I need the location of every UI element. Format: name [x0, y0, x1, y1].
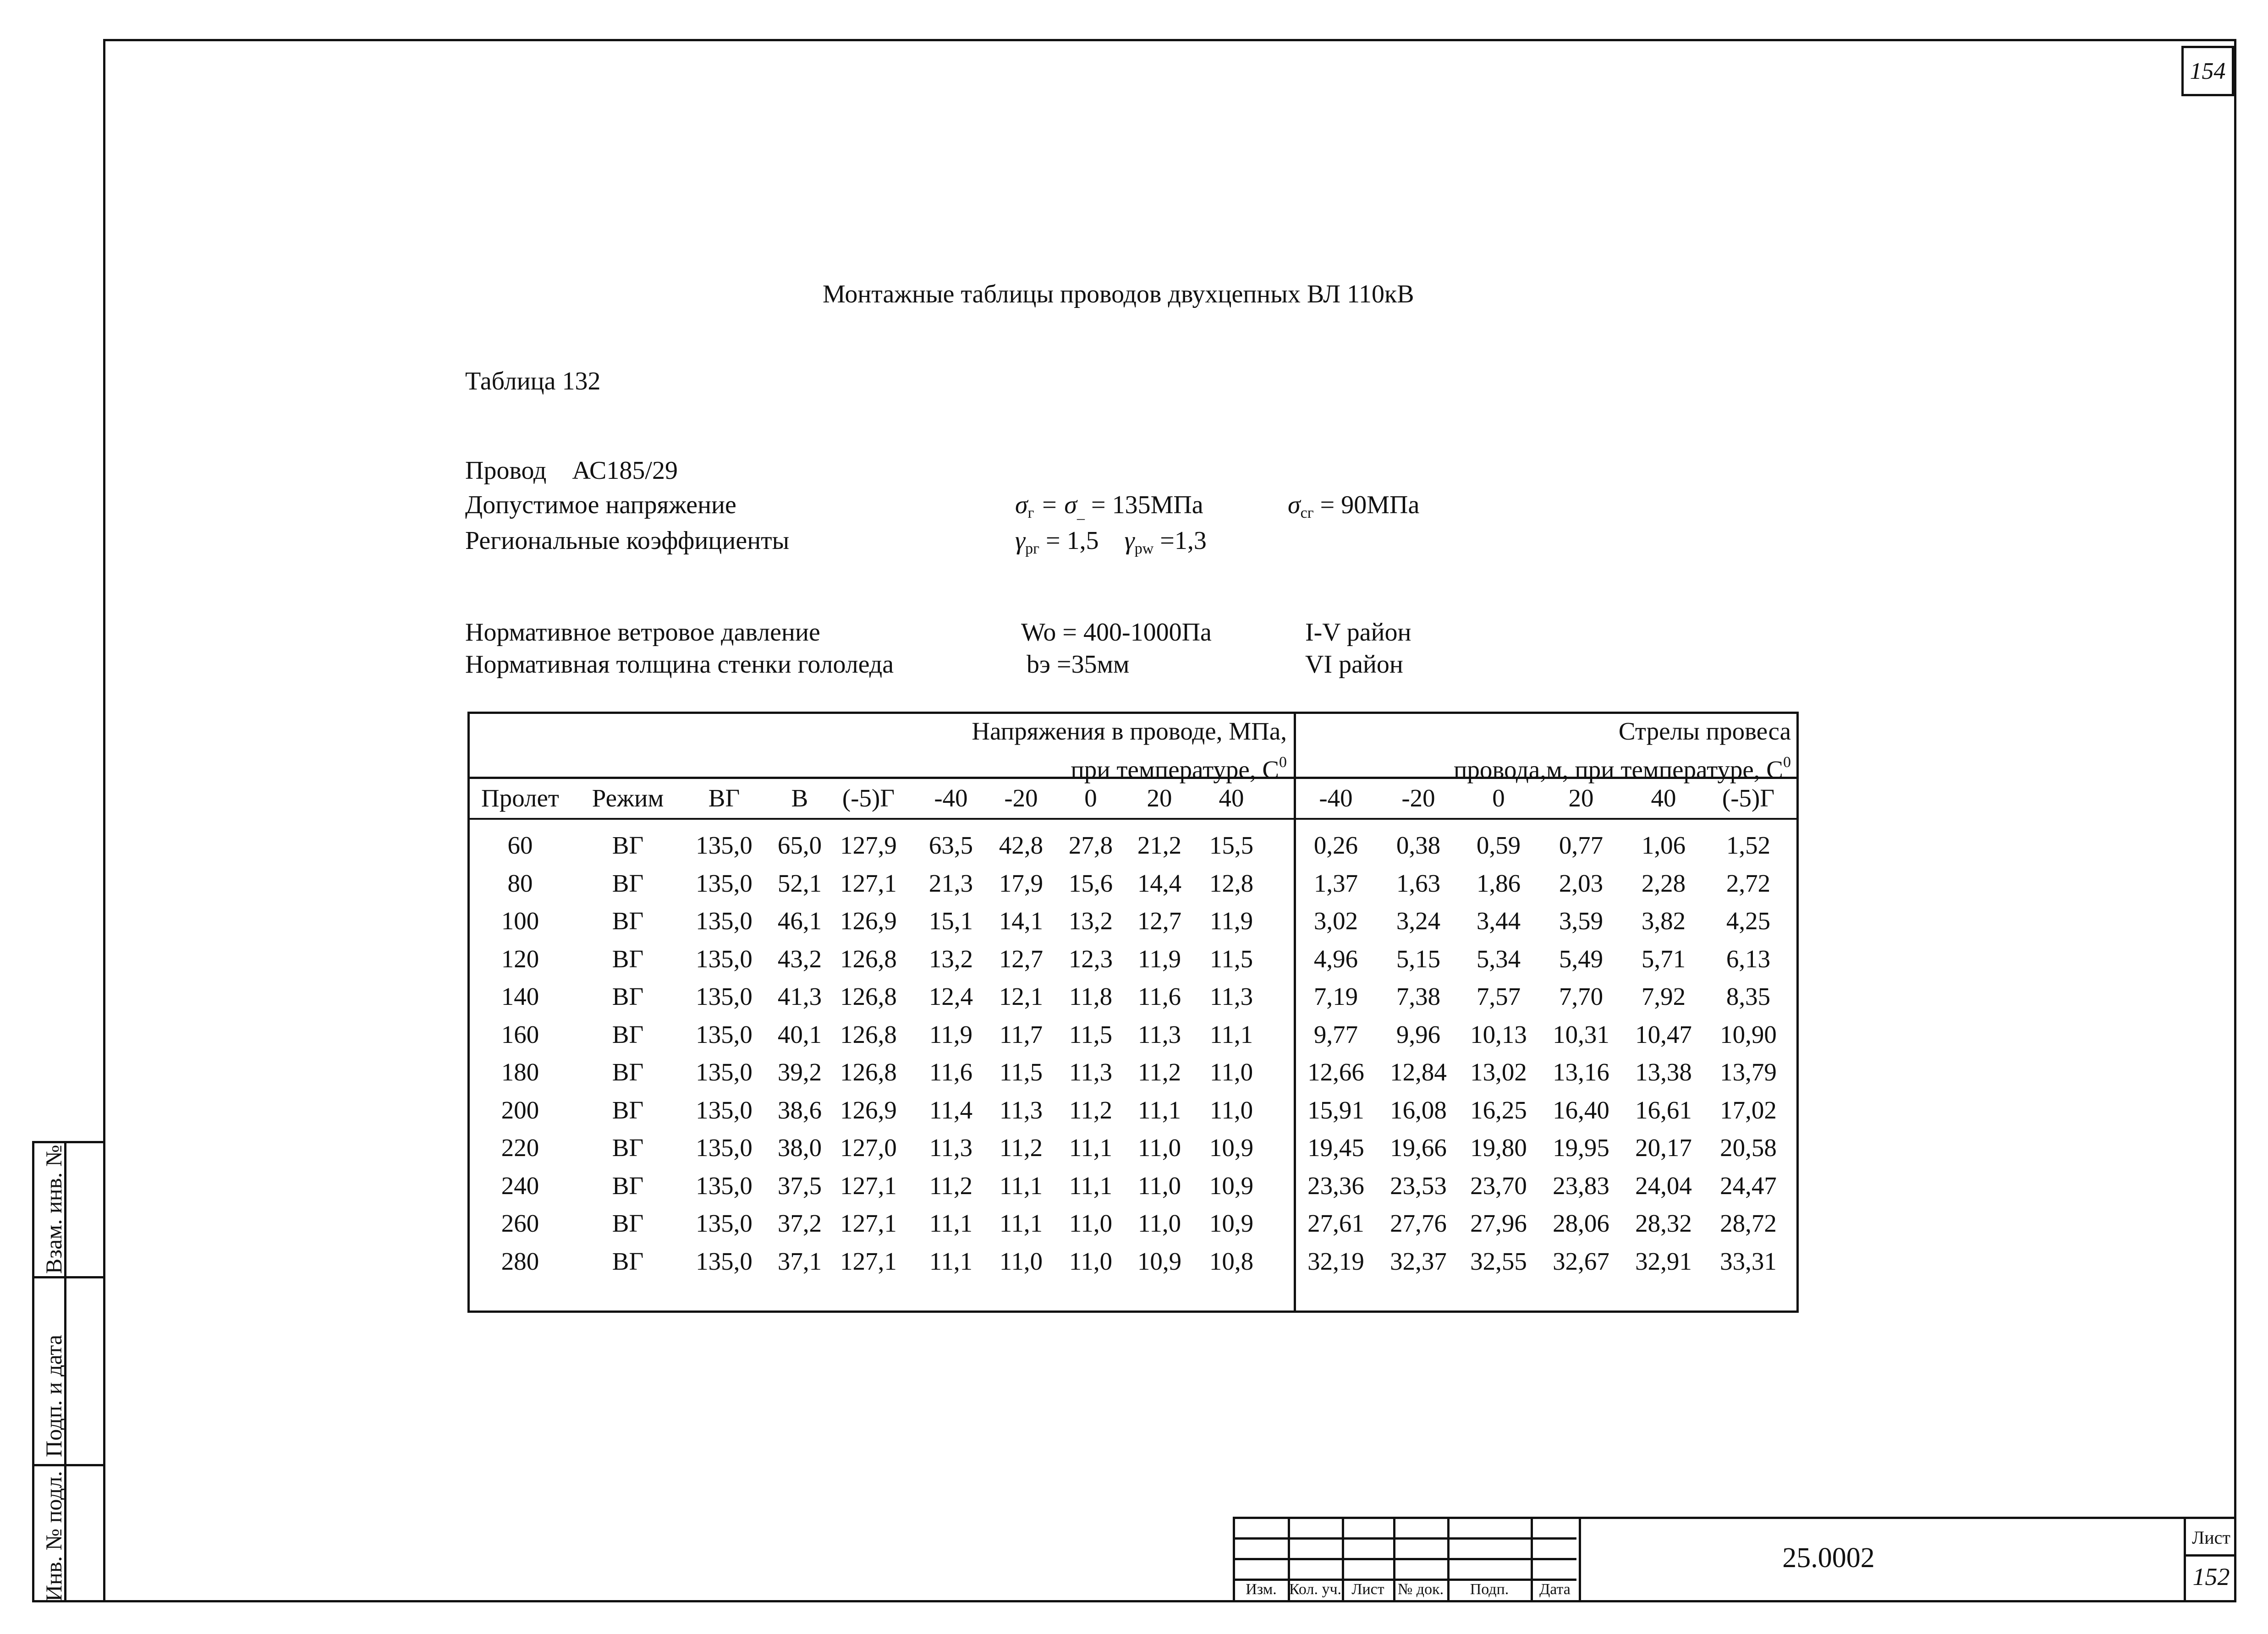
table-cell: 127,1: [840, 1247, 897, 1275]
table-cell: 135,0: [696, 944, 752, 973]
table-cell: 12,3: [1068, 944, 1113, 973]
table-cell: 11,1: [1209, 1020, 1253, 1048]
table-cell: 135,0: [696, 1058, 752, 1086]
table-cell: 19,45: [1307, 1134, 1364, 1162]
table-cell: 11,1: [999, 1171, 1043, 1200]
table-cell: 135,0: [696, 982, 752, 1010]
table-cell: 17,02: [1720, 1096, 1777, 1124]
table-cell: 11,0: [1137, 1134, 1181, 1162]
table-cell: 8,35: [1726, 982, 1771, 1010]
table-cell: 11,5: [1069, 1020, 1113, 1048]
table-cell: 20,17: [1635, 1134, 1692, 1162]
column-header: -40: [934, 784, 968, 812]
param-wire-label: Провод: [465, 456, 547, 485]
sigma-subscript: г: [1027, 504, 1034, 521]
group-header-stress-line1: Напряжения в проводе, МПа,: [972, 717, 1287, 745]
gamma-subscript: pг: [1025, 540, 1040, 557]
table-cell: 5,71: [1641, 944, 1686, 973]
param-stress-label: Допустимое напряжение: [465, 491, 736, 519]
title-block-line: [1233, 1517, 2236, 1519]
param-ice-value: bэ =35мм: [1027, 650, 1130, 679]
installation-table: [467, 712, 1799, 1313]
sigma-equality: = σ: [1034, 491, 1077, 519]
table-cell: 135,0: [696, 1171, 752, 1200]
column-header: (-5)Г: [1722, 784, 1775, 812]
table-cell: 32,19: [1307, 1247, 1364, 1275]
table-cell: 0,26: [1313, 831, 1358, 859]
table-cell: 38,6: [777, 1096, 822, 1124]
table-cell: 42,8: [999, 831, 1043, 859]
title-block-line: [1393, 1517, 1395, 1602]
table-cell: 7,19: [1313, 982, 1358, 1010]
column-header: -20: [1004, 784, 1038, 812]
param-ice-region: VI район: [1305, 650, 1403, 679]
title-block-line: [1531, 1517, 1533, 1602]
table-cell: 16,61: [1635, 1096, 1692, 1124]
binding-label-inventory: Инв. № подл.: [41, 1471, 66, 1601]
table-cell: 4,96: [1313, 944, 1358, 973]
table-cell: 3,24: [1396, 907, 1441, 935]
table-cell: 3,59: [1559, 907, 1604, 935]
table-cell: 65,0: [777, 831, 822, 859]
table-cell: 28,32: [1635, 1209, 1692, 1237]
table-cell: 5,49: [1559, 944, 1604, 973]
binding-label-replacement: Взам. инв. №: [41, 1145, 66, 1274]
table-cell: 10,90: [1720, 1020, 1777, 1048]
table-cell: 2,28: [1641, 869, 1686, 897]
param-coef-label: Региональные коэффициенты: [465, 526, 790, 555]
table-cell: 12,8: [1209, 869, 1254, 897]
title-block-line: [1447, 1517, 1450, 1602]
table-cell: 127,1: [840, 1171, 897, 1200]
table-cell: 11,3: [999, 1096, 1043, 1124]
title-block-label-sheet: Лист: [1351, 1581, 1384, 1598]
param-stress-cg: [1288, 490, 1419, 522]
table-cell: 0,59: [1476, 831, 1521, 859]
table-cell: 23,53: [1390, 1171, 1447, 1200]
sigma-subscript: cг: [1300, 504, 1314, 521]
table-cell: 23,36: [1307, 1171, 1364, 1200]
table-cell: 24,04: [1635, 1171, 1692, 1200]
table-cell: ВГ: [612, 1096, 644, 1124]
table-cell: 127,0: [840, 1134, 897, 1162]
table-cell: 12,1: [999, 982, 1043, 1010]
table-cell: 11,1: [1137, 1096, 1181, 1124]
table-cell: 11,6: [1137, 982, 1181, 1010]
group-header-sag-text: провода,м, при температуре, С: [1453, 756, 1783, 784]
row-span-cell: 260: [501, 1209, 539, 1237]
table-cell: 19,95: [1553, 1134, 1609, 1162]
table-cell: 12,7: [1137, 907, 1182, 935]
table-cell: 7,92: [1641, 982, 1686, 1010]
page-title: Монтажные таблицы проводов двухцепных ВЛ 110кВ: [823, 280, 1414, 308]
table-cell: ВГ: [612, 1171, 644, 1200]
table-cell: 11,9: [1137, 944, 1181, 973]
sigma-symbol: σ: [1015, 491, 1028, 519]
table-cell: 52,1: [777, 869, 822, 897]
table-cell: 5,34: [1476, 944, 1521, 973]
table-cell: 126,9: [840, 907, 897, 935]
table-cell: 16,40: [1553, 1096, 1609, 1124]
binding-label-signature: Подп. и дата: [41, 1334, 66, 1457]
table-cell: 28,72: [1720, 1209, 1777, 1237]
table-cell: 3,02: [1313, 907, 1358, 935]
table-cell: 10,9: [1209, 1134, 1254, 1162]
table-cell: 27,61: [1307, 1209, 1364, 1237]
table-cell: 10,9: [1137, 1247, 1182, 1275]
table-cell: ВГ: [612, 1247, 644, 1275]
table-cell: 127,1: [840, 1209, 897, 1237]
param-wind-region: I-V район: [1305, 618, 1411, 647]
table-cell: 0,77: [1559, 831, 1604, 859]
table-cell: 7,70: [1559, 982, 1604, 1010]
table-cell: 11,0: [1137, 1209, 1181, 1237]
table-cell: 12,4: [928, 982, 973, 1010]
param-wire-value: АС185/29: [572, 456, 678, 485]
binding-strip-line: [34, 1464, 103, 1466]
table-cell: 33,31: [1720, 1247, 1777, 1275]
table-cell: 11,5: [999, 1058, 1043, 1086]
param-coef-values: [1015, 526, 1207, 558]
table-cell: ВГ: [612, 982, 644, 1010]
group-header-sag: [1333, 716, 1791, 785]
row-span-cell: 140: [501, 982, 539, 1010]
group-header-stress-line2: [874, 747, 1287, 785]
title-block-line: [2184, 1554, 2236, 1557]
table-cell: 11,3: [1069, 1058, 1113, 1086]
table-cell: 126,8: [840, 944, 897, 973]
table-cell: 27,8: [1068, 831, 1113, 859]
column-header: 0: [1492, 784, 1505, 812]
table-cell: 12,7: [999, 944, 1043, 973]
group-header-sag-line1: Стрелы провеса: [1618, 717, 1791, 745]
stress-cg-value: = 90МПа: [1313, 491, 1420, 519]
table-cell: 63,5: [928, 831, 973, 859]
title-block-line: [1233, 1558, 1576, 1560]
table-cell: 11,3: [929, 1134, 973, 1162]
table-cell: 2,03: [1559, 869, 1604, 897]
table-cell: 11,0: [1069, 1247, 1113, 1275]
row-span-cell: 220: [501, 1134, 539, 1162]
table-cell: 11,5: [1209, 944, 1253, 973]
title-block-sheet-number: 152: [2192, 1563, 2230, 1590]
table-cell: 10,31: [1553, 1020, 1609, 1048]
group-header-stress: [874, 716, 1287, 785]
table-cell: 5,15: [1396, 944, 1441, 973]
column-header: -40: [1319, 784, 1353, 812]
table-cell: 12,84: [1390, 1058, 1447, 1086]
table-cell: 43,2: [777, 944, 822, 973]
column-header: 40: [1651, 784, 1676, 812]
table-cell: 10,13: [1470, 1020, 1527, 1048]
title-block-label-change: Изм.: [1246, 1581, 1277, 1598]
table-cell: 23,83: [1553, 1171, 1609, 1200]
table-group-divider: [1294, 714, 1296, 1310]
table-cell: 16,25: [1470, 1096, 1527, 1124]
table-cell: 11,9: [1209, 907, 1253, 935]
table-cell: 3,82: [1641, 907, 1686, 935]
table-cell: 13,02: [1470, 1058, 1527, 1086]
document-code: 25.0002: [1782, 1542, 1875, 1574]
table-label: Таблица 132: [465, 367, 601, 395]
table-cell: 2,72: [1726, 869, 1771, 897]
table-cell: 11,0: [999, 1247, 1043, 1275]
table-cell: 10,47: [1635, 1020, 1692, 1048]
table-cell: 7,38: [1396, 982, 1441, 1010]
table-cell: 39,2: [777, 1058, 822, 1086]
table-cell: ВГ: [612, 907, 644, 935]
table-cell: 20,58: [1720, 1134, 1777, 1162]
column-header: 0: [1084, 784, 1097, 812]
table-cell: 11,8: [1069, 982, 1113, 1010]
table-cell: 135,0: [696, 1247, 752, 1275]
table-cell: 13,79: [1720, 1058, 1777, 1086]
table-cell: 19,66: [1390, 1134, 1447, 1162]
table-cell: 127,9: [840, 831, 897, 859]
title-block-label-date: Дата: [1539, 1581, 1571, 1598]
table-cell: 17,9: [999, 869, 1043, 897]
table-cell: 37,5: [777, 1171, 822, 1200]
table-cell: 28,06: [1553, 1209, 1609, 1237]
table-cell: 11,0: [1209, 1096, 1253, 1124]
table-cell: 11,2: [999, 1134, 1043, 1162]
column-header: 20: [1568, 784, 1594, 812]
table-cell: 1,63: [1396, 869, 1441, 897]
param-wind-label: Нормативное ветровое давление: [465, 618, 820, 647]
table-cell: 12,66: [1307, 1058, 1364, 1086]
table-cell: 15,91: [1307, 1096, 1364, 1124]
table-cell: 126,8: [840, 1058, 897, 1086]
table-cell: 11,2: [1069, 1096, 1113, 1124]
title-block-sheet-label: Лист: [2192, 1527, 2230, 1548]
row-span-cell: 100: [501, 907, 539, 935]
table-cell: 11,9: [929, 1020, 973, 1048]
gamma-value: = 1,5: [1039, 526, 1099, 555]
table-cell: 37,1: [777, 1247, 822, 1275]
table-cell: 10,9: [1209, 1171, 1254, 1200]
table-cell: 11,1: [929, 1209, 973, 1237]
title-block-label-docno: № док.: [1397, 1581, 1444, 1598]
table-cell: ВГ: [612, 1020, 644, 1048]
table-cell: 37,2: [777, 1209, 822, 1237]
table-cell: 15,1: [928, 907, 973, 935]
column-header: Пролет: [481, 784, 559, 812]
table-cell: 16,08: [1390, 1096, 1447, 1124]
table-cell: 1,52: [1726, 831, 1771, 859]
column-header: Режим: [592, 784, 664, 812]
param-wind-value: Wo = 400-1000Па: [1021, 618, 1212, 647]
column-header: В: [791, 784, 808, 812]
table-cell: 14,4: [1137, 869, 1182, 897]
table-cell: 127,1: [840, 869, 897, 897]
row-span-cell: 160: [501, 1020, 539, 1048]
table-cell: 126,8: [840, 1020, 897, 1048]
group-header-stress-text: при температуре, С: [1071, 756, 1279, 784]
table-cell: 7,57: [1476, 982, 1521, 1010]
table-cell: 32,91: [1635, 1247, 1692, 1275]
column-header: (-5)Г: [842, 784, 895, 812]
table-cell: 11,1: [999, 1209, 1043, 1237]
table-cell: 40,1: [777, 1020, 822, 1048]
row-span-cell: 120: [501, 944, 539, 973]
table-cell: ВГ: [612, 1209, 644, 1237]
table-cell: 10,8: [1209, 1247, 1254, 1275]
table-cell: 38,0: [777, 1134, 822, 1162]
row-span-cell: 60: [507, 831, 533, 859]
table-cell: 1,86: [1476, 869, 1521, 897]
table-cell: 41,3: [777, 982, 822, 1010]
table-cell: 11,6: [929, 1058, 973, 1086]
table-cell: 11,0: [1209, 1058, 1253, 1086]
sheet-stamp-top: 154: [2181, 46, 2234, 96]
gamma-symbol: γ: [1124, 526, 1135, 555]
table-cell: 3,44: [1476, 907, 1521, 935]
gamma-symbol: γ: [1015, 526, 1026, 555]
table-cell: 11,4: [929, 1096, 973, 1124]
table-cell: 21,3: [928, 869, 973, 897]
table-cell: ВГ: [612, 1134, 644, 1162]
table-cell: 24,47: [1720, 1171, 1777, 1200]
column-header: 40: [1219, 784, 1244, 812]
table-cell: 46,1: [777, 907, 822, 935]
table-cell: 135,0: [696, 1134, 752, 1162]
table-cell: 135,0: [696, 869, 752, 897]
table-cell: 0,38: [1396, 831, 1441, 859]
row-span-cell: 280: [501, 1247, 539, 1275]
title-block: [1233, 1517, 2236, 1602]
table-cell: 135,0: [696, 907, 752, 935]
column-header: ВГ: [708, 784, 740, 812]
title-block-line: [1342, 1517, 1344, 1602]
table-cell: 126,8: [840, 982, 897, 1010]
param-stress-formula: [1015, 490, 1203, 522]
title-block-line: [1233, 1517, 1235, 1602]
gamma-subscript: pw: [1134, 540, 1154, 557]
table-cell: ВГ: [612, 1058, 644, 1086]
table-cell: 14,1: [999, 907, 1043, 935]
table-cell: 13,16: [1553, 1058, 1609, 1086]
table-cell: 32,37: [1390, 1247, 1447, 1275]
table-cell: 32,55: [1470, 1247, 1527, 1275]
table-cell: 11,1: [929, 1247, 973, 1275]
table-cell: 11,0: [1069, 1209, 1113, 1237]
degree-superscript: 0: [1783, 754, 1791, 771]
row-span-cell: 80: [507, 869, 533, 897]
table-cell: 10,9: [1209, 1209, 1254, 1237]
table-cell: 11,2: [929, 1171, 973, 1200]
table-cell: 21,2: [1137, 831, 1182, 859]
degree-superscript: 0: [1279, 754, 1287, 771]
row-span-cell: 240: [501, 1171, 539, 1200]
table-cell: 11,3: [1137, 1020, 1181, 1048]
title-block-label-count: Кол. уч.: [1289, 1581, 1342, 1598]
table-cell: 15,5: [1209, 831, 1254, 859]
param-wire: [465, 456, 678, 485]
table-cell: ВГ: [612, 869, 644, 897]
table-cell: ВГ: [612, 944, 644, 973]
column-header: 20: [1147, 784, 1172, 812]
table-cell: 135,0: [696, 831, 752, 859]
table-cell: 9,77: [1313, 1020, 1358, 1048]
stress-value: = 135МПа: [1084, 491, 1203, 519]
table-cell: 23,70: [1470, 1171, 1527, 1200]
table-cell: 126,9: [840, 1096, 897, 1124]
table-cell: 135,0: [696, 1209, 752, 1237]
row-span-cell: 200: [501, 1096, 539, 1124]
table-cell: 13,2: [928, 944, 973, 973]
binding-strip-line: [34, 1276, 103, 1278]
table-cell: 135,0: [696, 1096, 752, 1124]
table-cell: 13,38: [1635, 1058, 1692, 1086]
table-cell: 27,76: [1390, 1209, 1447, 1237]
table-cell: 11,1: [1069, 1134, 1113, 1162]
table-cell: 15,6: [1068, 869, 1113, 897]
title-block-line: [2184, 1517, 2186, 1602]
sigma-subscript: _: [1076, 504, 1085, 521]
table-cell: 11,2: [1137, 1058, 1181, 1086]
table-cell: ВГ: [612, 831, 644, 859]
title-block-label-sign: Подп.: [1470, 1581, 1509, 1598]
table-cell: 32,67: [1553, 1247, 1609, 1275]
sigma-symbol: σ: [1288, 491, 1301, 519]
param-ice-label: Нормативная толщина стенки гололеда: [465, 650, 894, 679]
table-header-line: [470, 818, 1796, 820]
table-cell: 11,3: [1209, 982, 1253, 1010]
table-cell: 9,96: [1396, 1020, 1441, 1048]
row-span-cell: 180: [501, 1058, 539, 1086]
table-cell: 135,0: [696, 1020, 752, 1048]
gamma-value: =1,3: [1153, 526, 1207, 555]
table-cell: 11,1: [1069, 1171, 1113, 1200]
table-cell: 19,80: [1470, 1134, 1527, 1162]
table-cell: 1,37: [1313, 869, 1358, 897]
title-block-line: [1579, 1517, 1581, 1602]
table-cell: 11,7: [999, 1020, 1043, 1048]
table-cell: 1,06: [1641, 831, 1686, 859]
group-header-sag-line2: [1333, 747, 1791, 785]
table-cell: 13,2: [1068, 907, 1113, 935]
table-cell: 6,13: [1726, 944, 1771, 973]
table-cell: 27,96: [1470, 1209, 1527, 1237]
column-header: -20: [1401, 784, 1435, 812]
table-cell: 4,25: [1726, 907, 1771, 935]
table-cell: 11,0: [1137, 1171, 1181, 1200]
title-block-line: [1233, 1537, 1576, 1540]
